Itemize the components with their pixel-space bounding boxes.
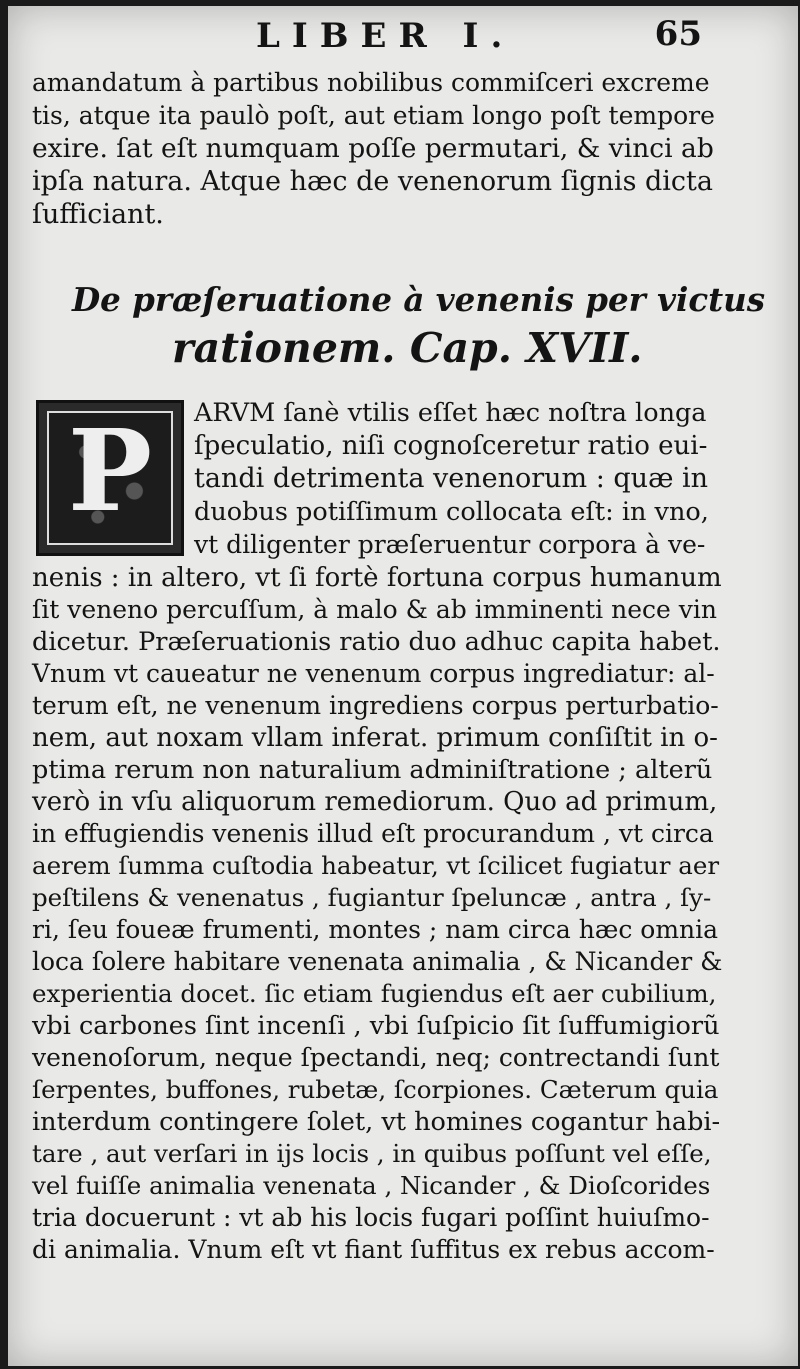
text-line: peſtilens & venenatus , fugiantur ſpeluncæ , antra , ſy-	[32, 883, 712, 912]
text-line: vbi carbones ſint incenſi , vbi ſuſpicio ſit ſuffumigiorũ	[32, 1011, 720, 1041]
book-page	[8, 6, 798, 1366]
text-line: dicetur. Præſeruationis ratio duo adhuc capita habet.	[32, 627, 721, 657]
text-line: ri, ſeu foueæ frumenti, montes ; nam circa hæc omnia	[32, 915, 719, 944]
text-line: aerem ſumma cuſtodia habeatur, vt ſcilicet fugiatur aer	[32, 851, 720, 880]
text-line: in effugiendis venenis illud eſt procurandum , vt circa	[32, 819, 714, 848]
text-line: ptima rerum non naturalium adminiſtratione ; alterũ	[32, 755, 713, 785]
text-line: terum eſt, ne venenum ingrediens corpus perturbatio-	[32, 691, 719, 720]
text-line: di animalia. Vnum eſt vt fiant ſuffitus ex rebus accom-	[32, 1235, 715, 1264]
text-line: ARVM ſanè vtilis eſſet hæc noſtra longa	[194, 398, 707, 428]
text-line: tare , aut verſari in ijs locis , in quibus poſſunt vel eſſe,	[32, 1139, 712, 1168]
text-line: tis, atque ita paulò poſt, aut etiam longo poſt tempore	[32, 101, 715, 130]
chapter-title-line-2: rationem. Cap. XVII.	[172, 324, 643, 372]
text-line: ſpeculatio, niſi cognoſceretur ratio eui-	[194, 431, 708, 461]
text-line: experientia docet. ſic etiam fugiendus eſt aer cubilium,	[32, 979, 717, 1008]
text-line: tria docuerunt : vt ab his locis fugari poſſint huiuſmo-	[32, 1203, 710, 1232]
text-line: nem, aut noxam vllam inferat. primum conſiſtit in o-	[32, 723, 718, 753]
text-line: ſufficiant.	[32, 199, 164, 230]
text-line: tandi detrimenta venenorum : quæ in	[194, 463, 709, 494]
text-line: amandatum à partibus nobilibus commiſceri excreme	[32, 68, 710, 97]
text-line: vel fuiſſe animalia venenata , Nicander , & Dioſcorides	[32, 1171, 711, 1200]
text-line: ſit veneno percuſſum, à malo & ab imminenti nece vin	[32, 595, 717, 624]
page-header	[8, 14, 798, 54]
initial-letter: P	[67, 406, 153, 537]
text-line: exire. ſat eſt numquam poſſe permutari, & vinci ab	[32, 133, 714, 164]
text-line: vt diligenter præſeruentur corpora à ve-	[194, 530, 706, 559]
chapter-title-line-1: De præſeruatione à venenis per victus	[72, 280, 766, 319]
text-line: verò in vſu aliquorum remediorum. Quo ad primum,	[32, 787, 718, 817]
decorated-initial	[36, 400, 184, 556]
text-line: ipſa natura. Atque hæc de venenorum ſignis dicta	[32, 166, 713, 197]
text-line: interdum contingere ſolet, vt homines cogantur habi-	[32, 1107, 721, 1137]
running-title: LIBER I.	[256, 16, 515, 56]
page-number: 65	[654, 14, 702, 54]
text-line: loca ſolere habitare venenata animalia , & Nicander &	[32, 947, 723, 976]
text-line: Vnum vt caueatur ne venenum corpus ingrediatur: al-	[32, 659, 715, 688]
text-line: venenoſorum, neque ſpectandi, neq; contrectandi ſunt	[32, 1043, 720, 1072]
text-line: ſerpentes, buffones, rubetæ, ſcorpiones. Cæterum quia	[32, 1075, 719, 1104]
text-line: duobus potiſſimum collocata eſt: in vno,	[194, 497, 709, 527]
text-line: nenis : in altero, vt ſi fortè fortuna corpus humanum	[32, 563, 722, 593]
